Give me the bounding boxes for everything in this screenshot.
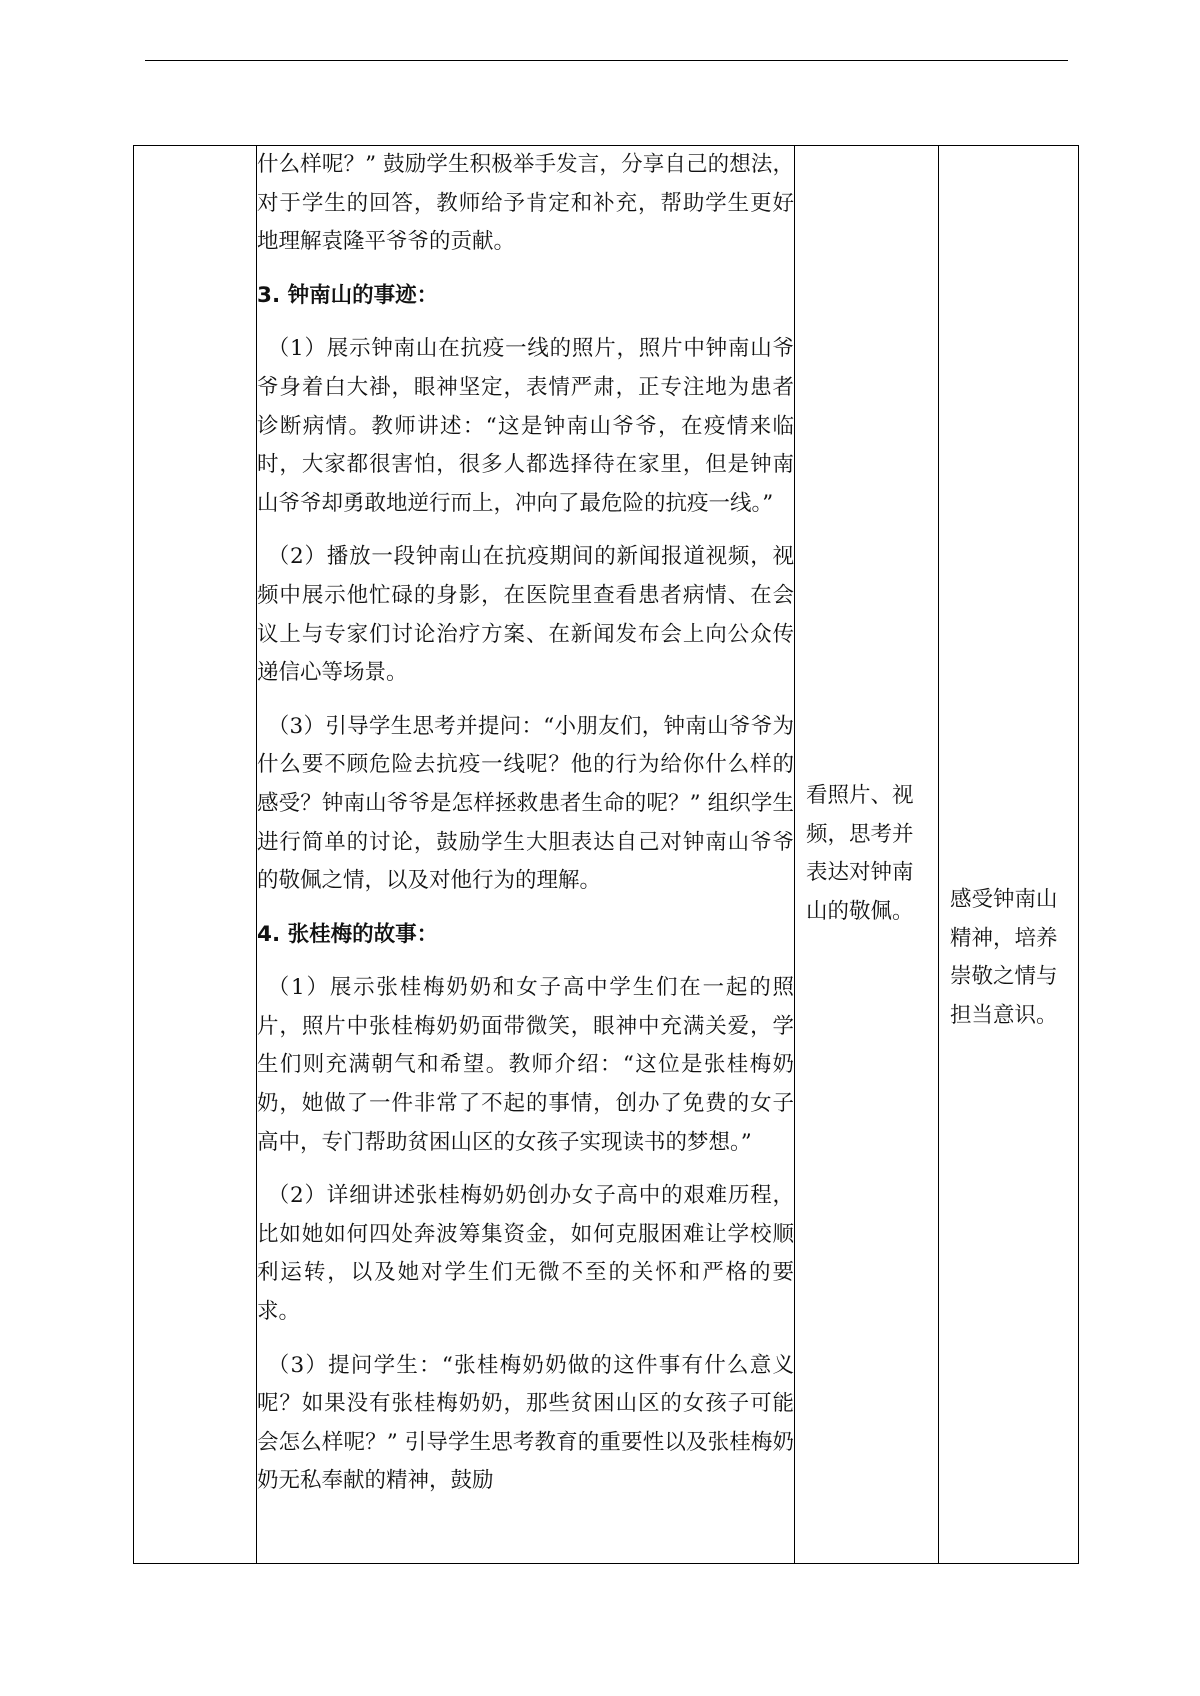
section4-heading: 4. 张桂梅的故事：: [257, 921, 439, 947]
section4-paragraph-2: （2）详细讲述张桂梅奶奶创办女子高中的艰难历程，比如她如何四处奔波筹集资金，如何克服困难让学校顺利运转，以及她对学生们无微不至的关怀和严格的要求。: [257, 1183, 794, 1325]
section3-paragraph-3: （3）引导学生思考并提问：“小朋友们，钟南山爷爷为什么要不顾危险去抗疫一线呢？他的行为给你什么样的感受？钟南山爷爷是怎样拯救患者生命的呢？” 组织学生进行简单的讨论，鼓励学生大胆表达自己对钟南山爷爷的敬佩之情，以及对他行为的理解。: [257, 713, 794, 894]
section3-paragraph-1: （1）展示钟南山在抗疫一线的照片，照片中钟南山爷爷身着白大褂，眼神坚定，表情严肃，正专注地为患者诊断病情。教师讲述：“这是钟南山爷爷，在疫情来临时，大家都很害怕，很多人都选择待在家里，但是钟南山爷爷却勇敢地逆行而上，冲向了最危险的抗疫一线。”: [257, 336, 794, 516]
stage-column-cell: [134, 146, 257, 1564]
section4-paragraph-3: （3）提问学生：“张桂梅奶奶做的这件事有什么意义呢？如果没有张桂梅奶奶，那些贫困山区的女孩子可能会怎么样呢？” 引导学生思考教育的重要性以及张桂梅奶奶无私奉献的精神，鼓励: [257, 1352, 794, 1494]
section3-heading: 3. 钟南山的事迹：: [257, 282, 439, 308]
section4-paragraph-1: （1）展示张桂梅奶奶和女子高中学生们在一起的照片，照片中张桂梅奶奶面带微笑，眼神中充满关爱，学生们则充满朝气和希望。教师介绍：“这位是张桂梅奶奶，她做了一件非常了不起的事情，创办了免费的女子高中，专门帮助贫困山区的女孩子实现读书的梦想。”: [257, 975, 794, 1155]
teacher-activity-cell: [257, 146, 795, 1564]
student-activity-cell: [795, 146, 939, 1564]
design-intent-cell: [939, 146, 1079, 1564]
design-intent-text: 感受钟南山精神，培养崇敬之情与担当意识。: [950, 887, 1058, 1028]
intro-tail-paragraph: 什么样呢？” 鼓励学生积极举手发言，分享自己的想法，对于学生的回答，教师给予肯定和补充，帮助学生更好地理解袁隆平爷爷的贡献。: [257, 152, 794, 255]
lesson-plan-table: [133, 145, 1079, 1564]
section3-paragraph-2: （2）播放一段钟南山在抗疫期间的新闻报道视频，视频中展示他忙碌的身影，在医院里查看患者病情、在会议上与专家们讨论治疗方案、在新闻发布会上向公众传递信心等场景。: [257, 544, 794, 686]
student-activity-text: 看照片、视频，思考并表达对钟南山的敬佩。: [806, 783, 914, 924]
table-row: [134, 146, 1079, 1564]
header-rule: [145, 60, 1068, 61]
